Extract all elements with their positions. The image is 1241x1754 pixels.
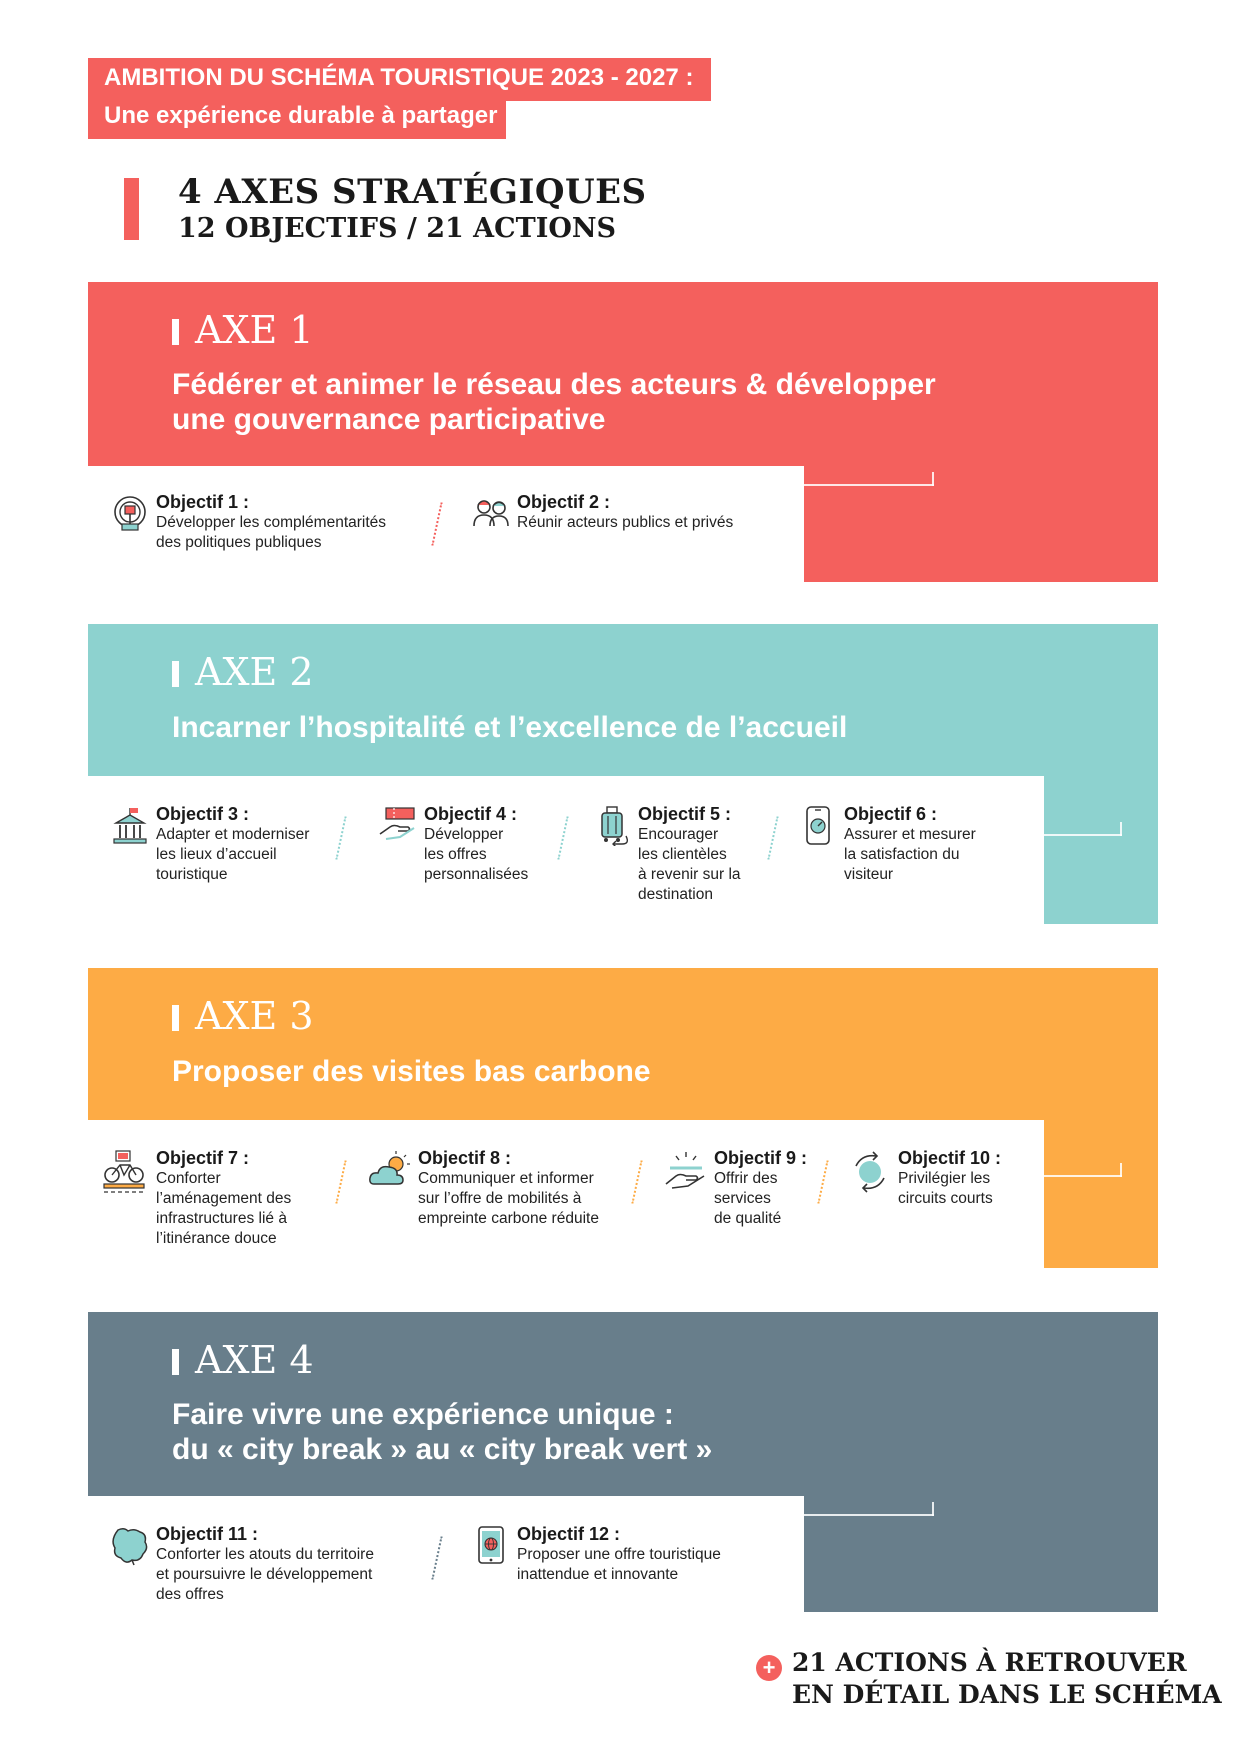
- axis-3-title-line1: Proposer des visites bas carbone: [172, 1055, 651, 1088]
- axis-3-header: [88, 968, 1158, 1120]
- phone-gauge-icon: [798, 806, 838, 846]
- objective-1-name: Objectif 1 :: [156, 492, 250, 512]
- strategic-accent-bar: [124, 178, 139, 240]
- axis-1-header: [88, 282, 1158, 466]
- objective-7-desc: Conforter l’aménagement des infrastructures lié à l’itinérance douce: [156, 1170, 292, 1247]
- footer-line2: EN DÉTAIL DANS LE SCHÉMA: [792, 1680, 1222, 1709]
- axis-2-title: [172, 710, 847, 745]
- objective-12-name: Objectif 12 :: [517, 1524, 621, 1544]
- axis-1-label-text: AXE 1: [195, 308, 314, 352]
- axis-4-label-text: AXE 4: [195, 1338, 314, 1382]
- axis-3-title: [172, 1054, 651, 1089]
- objective-9-desc: Offrir des services de qualité: [714, 1170, 782, 1227]
- objective-5-desc: Encourager les clientèles à revenir sur la destination: [638, 826, 741, 903]
- axis-2-title-line1: Incarner l’hospitalité et l’excellence de l’accueil: [172, 711, 848, 744]
- separator: [431, 1536, 442, 1579]
- separator: [631, 1160, 642, 1203]
- axis-4-header: [88, 1312, 1158, 1496]
- axis-1-title-line2: une gouvernance participative: [172, 403, 606, 436]
- footer-line1: 21 ACTIONS À RETROUVER: [792, 1648, 1187, 1677]
- axis-1: [88, 282, 1158, 582]
- objective-3-desc: Adapter et moderniser les lieux d’accueil touristique: [156, 826, 310, 883]
- axis-1-title-line1: Fédérer et animer le réseau des acteurs & développer: [172, 368, 936, 401]
- objective-10-desc: Privilégier les circuits courts: [898, 1170, 993, 1207]
- objective-5-name: Objectif 5 :: [638, 804, 732, 824]
- building-icon: [110, 806, 150, 846]
- target-pin-icon: [110, 494, 150, 534]
- recycle-icon: [848, 1150, 892, 1194]
- axis-2-header: [88, 624, 1158, 776]
- objective-7-name: Objectif 7 :: [156, 1148, 250, 1168]
- cloud-sun-icon: [368, 1150, 412, 1194]
- separator: [767, 816, 778, 859]
- objective-10-name: Objectif 10 :: [898, 1148, 1002, 1168]
- strategic-subtitle: 12 OBJECTIFS / 21 ACTIONS: [178, 213, 617, 244]
- axis-4-title: [172, 1397, 712, 1467]
- objective-8-desc: Communiquer et informer sur l’offre de mobilités à empreinte carbone réduite: [418, 1170, 599, 1227]
- axis-3-side-strip: [1044, 1120, 1158, 1268]
- objective-11-name: Objectif 11 :: [156, 1524, 259, 1544]
- objective-9-name: Objectif 9 :: [714, 1148, 808, 1168]
- axis-1-label: [172, 308, 314, 352]
- ambition-banner-line2: Une expérience durable à partager: [88, 101, 506, 139]
- axis-3-label: [172, 994, 314, 1038]
- objective-6-desc: Assurer et mesurer la satisfaction du visiteur: [844, 826, 976, 883]
- strategic-title: 4 AXES STRATÉGIQUES: [178, 172, 647, 212]
- objective-2-name: Objectif 2 :: [517, 492, 611, 512]
- axis-3: [88, 968, 1158, 1268]
- ticket-hand-icon: [378, 806, 418, 846]
- objective-1-desc: Développer les complémentarités des politiques publiques: [156, 514, 387, 551]
- separator: [817, 1160, 828, 1203]
- axis-3-label-text: AXE 3: [195, 994, 314, 1038]
- tablet-globe-icon: [471, 1526, 511, 1566]
- axis-4-title-line2: du « city break » au « city break vert »: [172, 1433, 713, 1466]
- objective-12-desc: Proposer une offre touristique inattendue et innovante: [517, 1546, 721, 1583]
- objective-6-name: Objectif 6 :: [844, 804, 938, 824]
- objective-8-name: Objectif 8 :: [418, 1148, 512, 1168]
- plus-icon: +: [756, 1655, 782, 1681]
- bicycle-icon: [102, 1150, 146, 1194]
- map-region-icon: [110, 1526, 150, 1566]
- axis-1-side-strip: [804, 466, 1158, 582]
- axis-4: [88, 1312, 1158, 1612]
- axis-1-title: [172, 367, 936, 437]
- axis-2: [88, 624, 1158, 924]
- separator: [335, 816, 346, 859]
- objective-11-desc: Conforter les atouts du territoire et poursuivre le développement des offres: [156, 1546, 374, 1603]
- axis-2-label-text: AXE 2: [195, 650, 314, 694]
- axis-2-side-strip: [1044, 776, 1158, 924]
- separator: [335, 1160, 346, 1203]
- separator: [431, 502, 442, 545]
- axis-2-label: [172, 650, 314, 694]
- objective-4-name: Objectif 4 :: [424, 804, 518, 824]
- axis-4-side-strip: [804, 1496, 1158, 1612]
- objective-2-desc: Réunir acteurs publics et privés: [517, 514, 734, 531]
- axis-4-title-line1: Faire vivre une expérience unique :: [172, 1398, 674, 1431]
- suitcase-icon: [592, 806, 632, 846]
- objective-3-name: Objectif 3 :: [156, 804, 250, 824]
- separator: [557, 816, 568, 859]
- ambition-banner-line1: AMBITION DU SCHÉMA TOURISTIQUE 2023 - 2027 :: [88, 58, 711, 101]
- objective-4-desc: Développer les offres personnalisées: [424, 826, 529, 883]
- service-hand-icon: [664, 1150, 708, 1194]
- axis-4-label: [172, 1338, 314, 1382]
- people-icon: [471, 494, 511, 534]
